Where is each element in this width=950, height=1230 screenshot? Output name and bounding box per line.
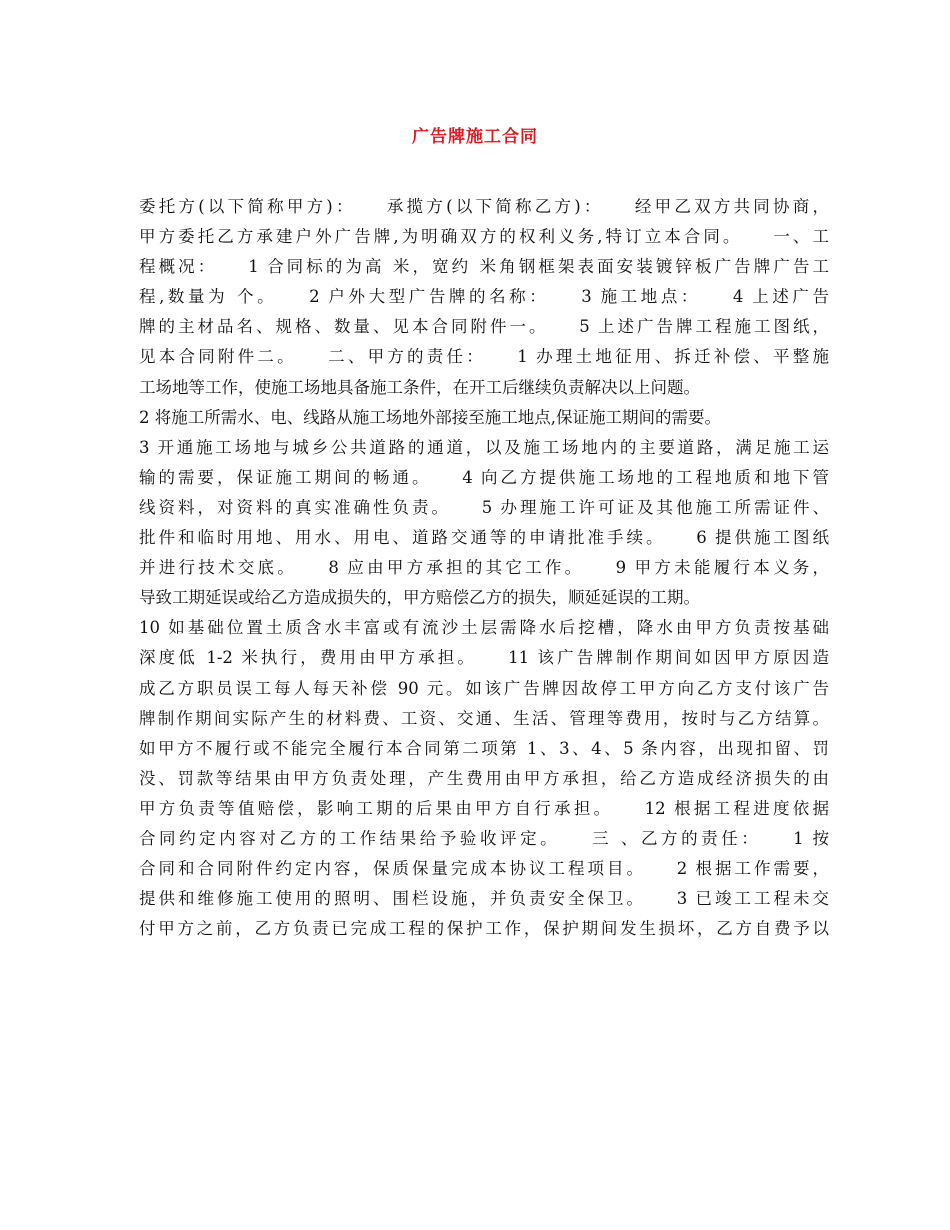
contract-text-line: 10 如基础位置土质含水丰富或有流沙土层需降水后挖槽，降水由甲方负责按基础 bbox=[139, 618, 829, 638]
contract-text-line: 如甲方不履行或不能完全履行本合同第二项第 1、3、4、5 条内容，出现扣留、罚 bbox=[139, 738, 829, 758]
contract-text-line: 合同和合同附件约定内容，保质保量完成本协议工程项目。 2 根据工作需要， bbox=[139, 859, 829, 879]
contract-text-line: 3 开通施工场地与城乡公共道路的通道，以及施工场地内的主要道路，满足施工运 bbox=[139, 437, 829, 457]
contract-text-line: 牌的主材品名、规格、数量、见本合同附件一。 5 上述广告牌工程施工图纸， bbox=[139, 317, 829, 337]
contract-body bbox=[139, 192, 829, 944]
contract-text-line: 甲方委托乙方承建户外广告牌,为明确双方的权利义务,特订立本合同。 一、工 bbox=[139, 227, 829, 247]
contract-text-line: 程,数量为 个。 2 户外大型广告牌的名称： 3 施工地点： 4 上述广告 bbox=[139, 287, 829, 307]
contract-text-line: 程概况： 1 合同标的为高 米，宽约 米角钢框架表面安装镀锌板广告牌广告工 bbox=[139, 257, 829, 277]
contract-text-line: 没、罚款等结果由甲方负责处理，产生费用由甲方承担，给乙方造成经济损失的由 bbox=[139, 768, 829, 788]
contract-text-line: 见本合同附件二。 二、甲方的责任： 1 办理土地征用、拆迁补偿、平整施 bbox=[139, 347, 829, 367]
contract-text-line: 牌制作期间实际产生的材料费、工资、交通、生活、管理等费用，按时与乙方结算。 bbox=[139, 708, 829, 728]
contract-text-line: 提供和维修施工使用的照明、围栏设施，并负责安全保卫。 3 已竣工工程未交 bbox=[139, 889, 829, 909]
contract-text-line: 委托方(以下简称甲方)： 承揽方(以下简称乙方)： 经甲乙双方共同协商， bbox=[139, 197, 829, 216]
contract-text-line: 导致工期延误或给乙方造成损失的，甲方赔偿乙方的损失，顺延延误的工期。 bbox=[139, 588, 700, 608]
contract-text-line: 付甲方之前，乙方负责已完成工程的保护工作，保护期间发生损坏，乙方自费予以 bbox=[139, 919, 829, 939]
contract-text-line: 成乙方职员误工每人每天补偿 90 元。如该广告牌因故停工甲方向乙方支付该广告 bbox=[139, 678, 829, 698]
document-title: 广告牌施工合同 bbox=[412, 127, 538, 147]
contract-text-line: 工场地等工作，使施工场地具备施工条件，在开工后继续负责解决以上问题。 bbox=[139, 377, 700, 397]
contract-text-line: 合同约定内容对乙方的工作结果给予验收评定。 三 、乙方的责任： 1 按 bbox=[139, 828, 829, 848]
contract-text-line: 2 将施工所需水、电、线路从施工场地外部接至施工地点,保证施工期间的需要。 bbox=[139, 407, 721, 427]
contract-text-line: 线资料，对资料的真实准确性负责。 5 办理施工许可证及其他施工所需证件、 bbox=[139, 497, 829, 517]
contract-text-line: 甲方负责等值赔偿，影响工期的后果由甲方自行承担。 12 根据工程进度依据 bbox=[139, 798, 829, 818]
contract-text-line: 深度低 1-2 米执行，费用由甲方承担。 11 该广告牌制作期间如因甲方原因造 bbox=[139, 648, 829, 668]
contract-text-line: 并进行技术交底。 8 应由甲方承担的其它工作。 9 甲方未能履行本义务， bbox=[139, 558, 829, 578]
contract-text-line: 批件和临时用地、用水、用电、道路交通等的申请批准手续。 6 提供施工图纸 bbox=[139, 528, 829, 548]
contract-text-line: 输的需要，保证施工期间的畅通。 4 向乙方提供施工场地的工程地质和地下管 bbox=[139, 467, 829, 487]
